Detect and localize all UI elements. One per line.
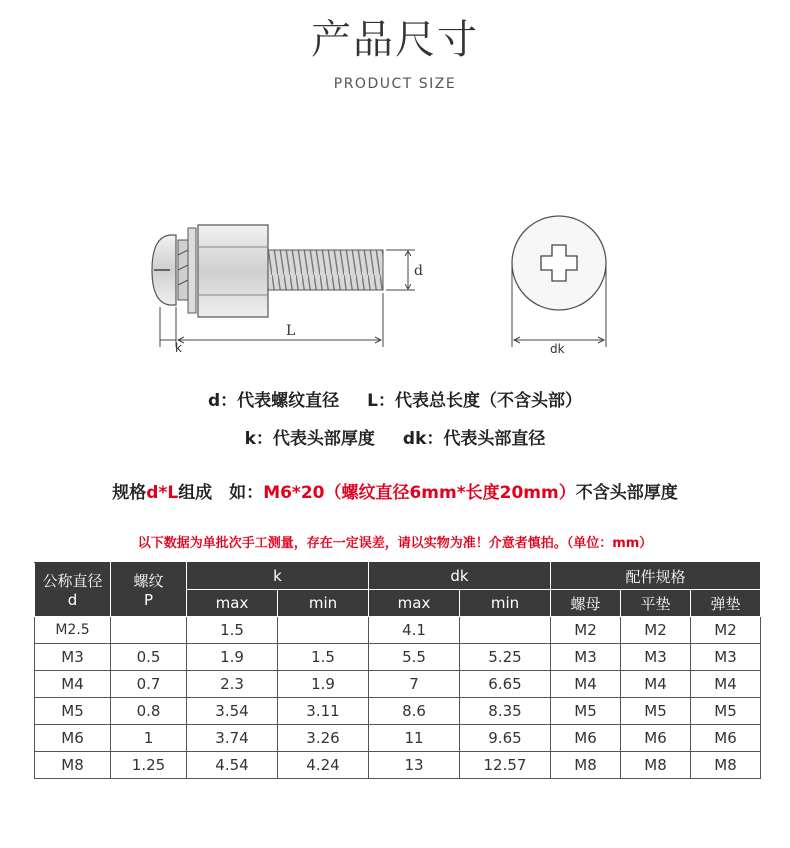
col-header-p-line1: 螺纹 [133, 572, 164, 590]
spec-prefix: 规格 [112, 483, 147, 503]
table-cell: M8 [35, 752, 111, 779]
legend-L-key: L： [367, 391, 395, 411]
table-cell: 7 [369, 671, 460, 698]
screw-top-view [512, 216, 606, 310]
col-header-k-min: min [278, 590, 369, 617]
spec-example: M6*20（螺纹直径6mm*长度20mm） [263, 483, 576, 503]
table-cell: M8 [691, 752, 761, 779]
legend-d-text: 代表螺纹直径 [237, 391, 340, 411]
table-cell: 0.7 [111, 671, 187, 698]
spec-format: d*L [146, 483, 179, 503]
col-header-k-max: max [187, 590, 278, 617]
col-header-d [35, 563, 111, 617]
col-header-d-line2: d [67, 591, 78, 609]
table-cell: M3 [35, 644, 111, 671]
table-cell: M3 [621, 644, 691, 671]
dimension-table [34, 562, 761, 779]
table-cell: M6 [691, 725, 761, 752]
table-cell [111, 617, 187, 644]
table-cell: 1.9 [187, 644, 278, 671]
table-cell: M6 [551, 725, 621, 752]
table-cell: 0.5 [111, 644, 187, 671]
table-cell: M4 [551, 671, 621, 698]
table-cell: 11 [369, 725, 460, 752]
table-cell: 9.65 [460, 725, 551, 752]
spec-tail: 不含头部厚度 [575, 483, 678, 503]
table-cell: 5.5 [369, 644, 460, 671]
col-header-dk: dk [369, 563, 551, 590]
table-cell: M4 [35, 671, 111, 698]
page-title: 产品尺寸 [311, 17, 479, 63]
table-cell: 1.9 [278, 671, 369, 698]
table-cell: 3.74 [187, 725, 278, 752]
spec-format-line [0, 478, 790, 503]
table-cell: M4 [621, 671, 691, 698]
table-cell: M2.5 [35, 617, 111, 644]
screw-dimension-drawing [140, 195, 620, 370]
table-cell: 1 [111, 725, 187, 752]
table-row [35, 698, 761, 725]
table-cell: 2.3 [187, 671, 278, 698]
legend-dk-text: 代表头部直径 [443, 429, 546, 449]
table-cell: M6 [35, 725, 111, 752]
L-dimension-label: L [286, 323, 296, 339]
col-header-d-line1: 公称直径 [42, 572, 103, 590]
table-cell: 13 [369, 752, 460, 779]
spec-suffix: 组成 如： [178, 483, 264, 503]
table-cell: 5.25 [460, 644, 551, 671]
legend-k-text: 代表头部厚度 [272, 429, 375, 449]
table-cell: M6 [621, 725, 691, 752]
col-header-spring-washer: 弹垫 [691, 590, 761, 617]
table-cell: 1.25 [111, 752, 187, 779]
table-cell: 3.11 [278, 698, 369, 725]
table-cell: M3 [551, 644, 621, 671]
table-cell: M2 [621, 617, 691, 644]
page-subtitle: PRODUCT SIZE [333, 76, 457, 92]
screw-side-view [152, 225, 383, 317]
col-header-parts: 配件规格 [551, 563, 761, 590]
legend-d-key: d： [207, 391, 238, 411]
table-cell: M8 [621, 752, 691, 779]
table-cell: M8 [551, 752, 621, 779]
col-header-p-line2: P [143, 591, 154, 609]
table-cell: 1.5 [187, 617, 278, 644]
table-cell: 3.26 [278, 725, 369, 752]
table-cell: 8.6 [369, 698, 460, 725]
k-dimension [160, 307, 176, 347]
table-row [35, 752, 761, 779]
table-row [35, 725, 761, 752]
table-cell: M2 [551, 617, 621, 644]
col-header-nut: 螺母 [551, 590, 621, 617]
table-cell: M3 [691, 644, 761, 671]
table-cell: 8.35 [460, 698, 551, 725]
table-cell [460, 617, 551, 644]
table-cell: 12.57 [460, 752, 551, 779]
table-cell: 4.24 [278, 752, 369, 779]
legend-row-2 [0, 424, 790, 449]
table-cell [278, 617, 369, 644]
table-cell: 6.65 [460, 671, 551, 698]
table-cell: 1.5 [278, 644, 369, 671]
legend-dk-key: dk： [402, 429, 444, 449]
table-cell: M5 [691, 698, 761, 725]
legend-k-key: k： [244, 429, 273, 449]
table-row [35, 644, 761, 671]
d-dimension-label: d [414, 263, 423, 279]
table-cell: 3.54 [187, 698, 278, 725]
legend-L-text: 代表总长度（不含头部） [395, 391, 582, 411]
table-cell: M5 [35, 698, 111, 725]
table-cell: M4 [691, 671, 761, 698]
measurement-note: 以下数据为单批次手工测量，存在一定误差，请以实物为准！介意者慎拍。（单位：mm） [137, 536, 653, 551]
table-row [35, 671, 761, 698]
table-cell: M5 [551, 698, 621, 725]
table-cell: 0.8 [111, 698, 187, 725]
col-header-dk-min: min [460, 590, 551, 617]
col-header-k: k [187, 563, 369, 590]
table-cell: M2 [691, 617, 761, 644]
k-dimension-label: k [175, 341, 182, 355]
table-row [35, 617, 761, 644]
col-header-flat-washer: 平垫 [621, 590, 691, 617]
dk-dimension-label: dk [550, 342, 565, 356]
table-cell: 4.54 [187, 752, 278, 779]
col-header-p [111, 563, 187, 617]
table-cell: 4.1 [369, 617, 460, 644]
legend-row-1 [0, 386, 790, 411]
col-header-dk-max: max [369, 590, 460, 617]
table-cell: M5 [621, 698, 691, 725]
d-dimension [386, 250, 415, 290]
